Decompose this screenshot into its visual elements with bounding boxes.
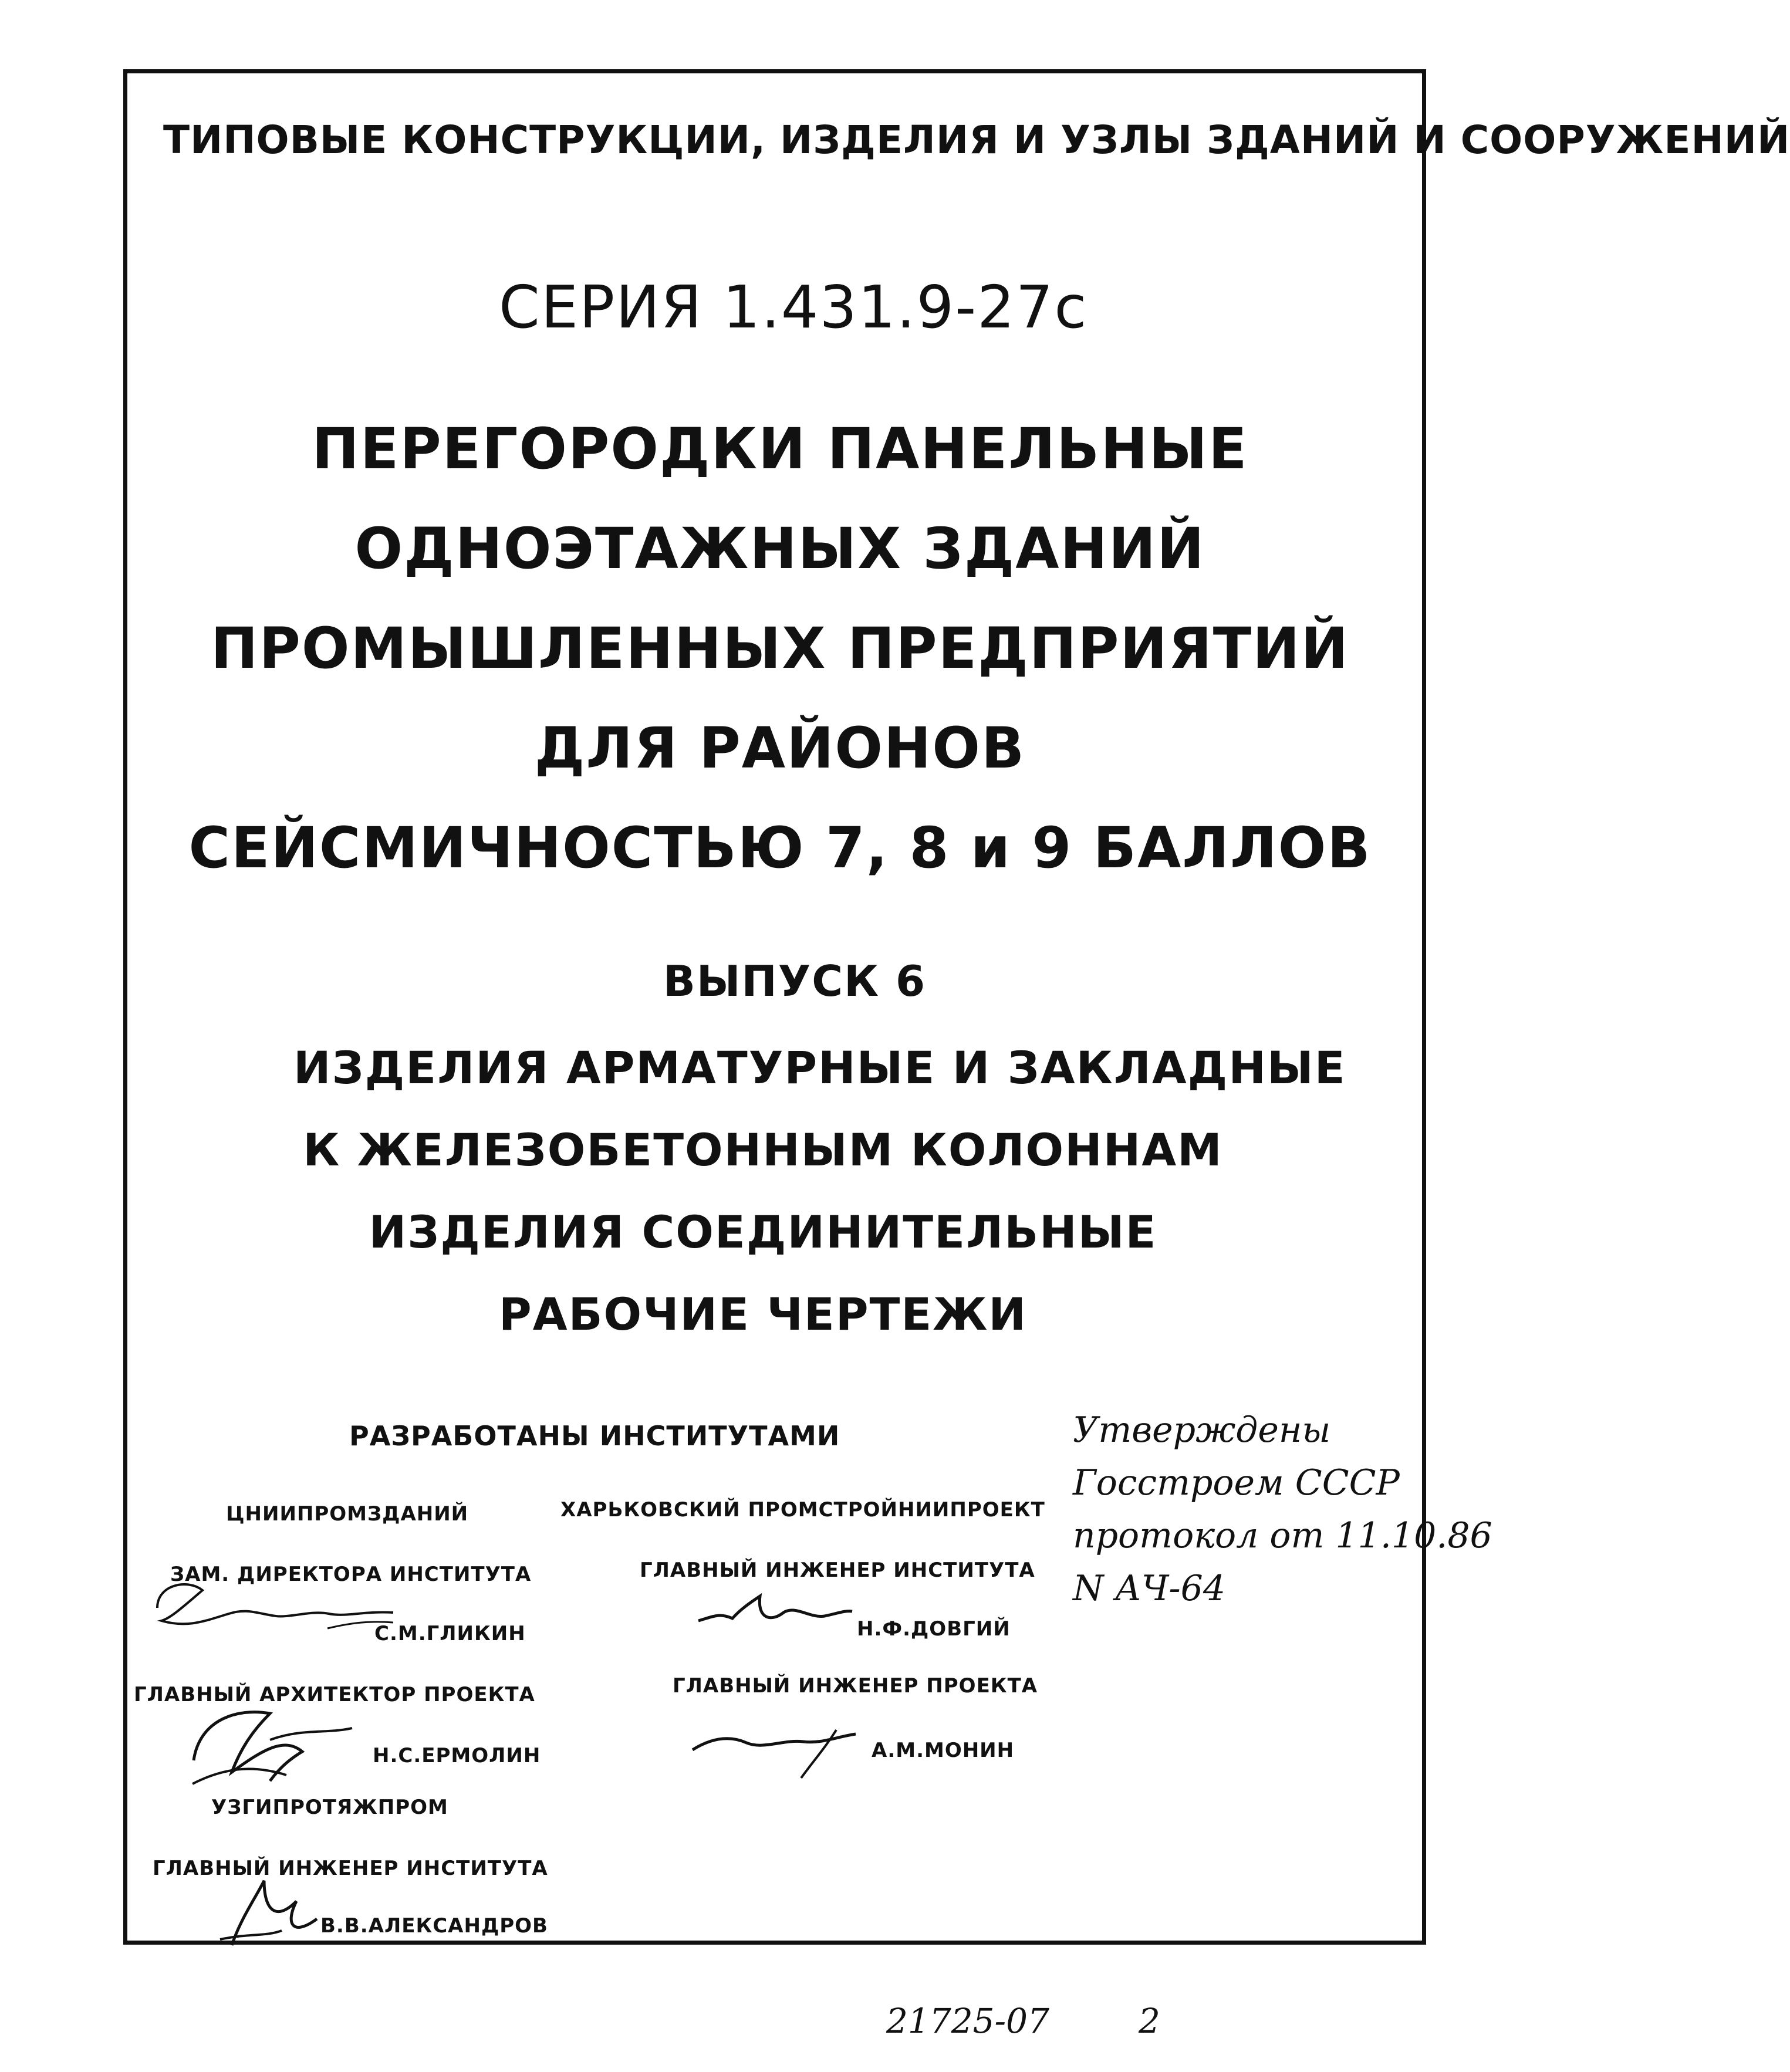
title-line: СЕЙСМИЧНОСТЬЮ 7, 8 и 9 БАЛЛОВ: [188, 815, 1372, 881]
issue-line: ИЗДЕЛИЯ АРМАТУРНЫЕ И ЗАКЛАДНЫЕ: [293, 1042, 1346, 1094]
issue-line: ИЗДЕЛИЯ СОЕДИНИТЕЛЬНЫЕ: [369, 1206, 1157, 1258]
document-code: 21725-07: [886, 2001, 1049, 2041]
issue-title: [293, 1027, 1346, 1356]
left-name-glikin: С.М.ГЛИКИН: [374, 1622, 526, 1645]
title-line: ПРОМЫШЛЕННЫХ ПРЕДПРИЯТИЙ: [211, 616, 1349, 681]
page-number: 2: [1139, 2001, 1160, 2041]
main-title: [0, 399, 1560, 898]
document-frame: [123, 69, 1426, 1945]
issue-line: К ЖЕЛЕЗОБЕТОННЫМ КОЛОННАМ: [303, 1124, 1223, 1176]
left-name-ermolin: Н.С.ЕРМОЛИН: [373, 1744, 541, 1767]
issue-number: ВЫПУСК 6: [663, 956, 927, 1006]
right-name-dovgiy: Н.Ф.ДОВГИЙ: [857, 1617, 1011, 1641]
left-name-aleksandrov: В.В.АЛЕКСАНДРОВ: [320, 1914, 548, 1938]
left-role-deputy-director: ЗАМ. ДИРЕКТОРА ИНСТИТУТА: [170, 1563, 532, 1586]
right-name-monin: А.М.МОНИН: [872, 1739, 1015, 1762]
left-institute-uzgiprotyazhprom: УЗГИПРОТЯЖПРОМ: [211, 1796, 448, 1819]
title-line: ПЕРЕГОРОДКИ ПАНЕЛЬНЫЕ: [312, 416, 1248, 482]
approval-line: Госстроем СССР: [1073, 1462, 1400, 1503]
right-institute: ХАРЬКОВСКИЙ ПРОМСТРОЙНИИПРОЕКТ: [560, 1498, 1045, 1522]
header-title: ТИПОВЫЕ КОНСТРУКЦИИ, ИЗДЕЛИЯ И УЗЛЫ ЗДАНИЙ И СООРУЖЕНИЙ: [163, 117, 1790, 163]
series-number: СЕРИЯ 1.431.9-27с: [499, 273, 1088, 342]
signature-dovgiy: [687, 1584, 863, 1640]
signature-ermolin: [182, 1696, 364, 1796]
left-role-chief-architect: ГЛАВНЫЙ АРХИТЕКТОР ПРОЕКТА: [134, 1683, 535, 1706]
left-institute: ЦНИИПРОМЗДАНИЙ: [226, 1502, 469, 1526]
approval-stamp: [1073, 1404, 1492, 1615]
right-role-chief-engineer-project: ГЛАВНЫЙ ИНЖЕНЕР ПРОЕКТА: [673, 1674, 1038, 1698]
approval-line: Утверждены: [1073, 1409, 1331, 1451]
left-role-chief-engineer: ГЛАВНЫЙ ИНЖЕНЕР ИНСТИТУТА: [153, 1857, 548, 1880]
right-role-chief-engineer-institute: ГЛАВНЫЙ ИНЖЕНЕР ИНСТИТУТА: [640, 1559, 1035, 1582]
title-line: ДЛЯ РАЙОНОВ: [534, 715, 1026, 781]
developed-heading: РАЗРАБОТАНЫ ИНСТИТУТАМИ: [349, 1420, 840, 1452]
signature-glikin: [147, 1567, 411, 1646]
issue-line: РАБОЧИЕ ЧЕРТЕЖИ: [499, 1288, 1027, 1340]
approval-line: N АЧ-64: [1073, 1568, 1226, 1609]
signature-monin: [681, 1696, 880, 1784]
signature-aleksandrov: [208, 1869, 337, 1957]
title-line: ОДНОЭТАЖНЫХ ЗДАНИЙ: [354, 516, 1205, 582]
approval-line: протокол от 11.10.86: [1073, 1515, 1492, 1556]
